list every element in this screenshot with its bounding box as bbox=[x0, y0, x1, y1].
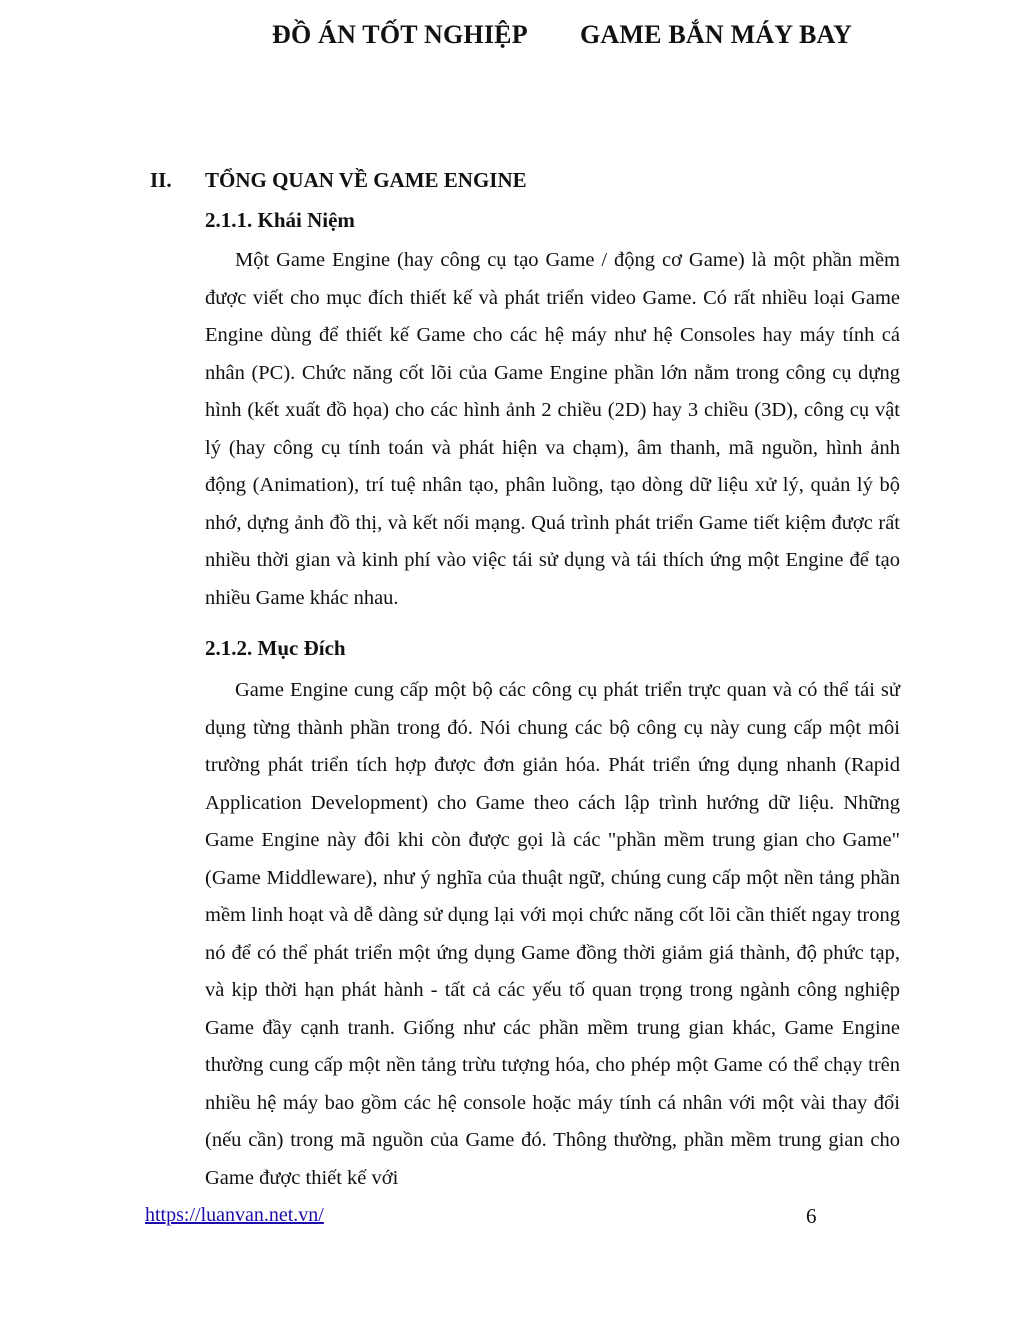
paragraph-purpose: Game Engine cung cấp một bộ các công cụ phát triển trực quan và có thể tái sử dụng từng thành phần trong đó. Nói chung các bộ công cụ này cung cấp một môi trường phát triển tích hợp được đơn giản hóa. Phát triển ứng dụng nhanh (Rapid Application Development) cho Game theo cách lập trình hướng dữ liệu. Những Game Engine này đôi khi còn được gọi là các "phần mềm trung gian cho Game" (Game Middleware), như ý nghĩa của thuật ngữ, chúng cung cấp một nền tảng phần mềm linh hoạt và dễ dàng sử dụng lại với mọi chức năng cốt lõi cần thiết ngay trong nó để có thể phát triển một ứng dụng Game đồng thời giảm giá thành, độ phức tạp, và kịp thời hạn phát hành - tất cả các yếu tố quan trọng trong ngành công nghiệp Game đầy cạnh tranh. Giống như các phần mềm trung gian khác, Game Engine thường cung cấp một nền tảng trừu tượng hóa, cho phép một Game có thể chạy trên nhiều hệ máy bao gồm các hệ console hoặc máy tính cá nhân với một vài thay đổi (nếu cần) trong mã nguồn của Game đó. Thông thường, phần mềm trung gian cho Game được thiết kế với bbox=[205, 679, 900, 1189]
section-number: II. bbox=[150, 168, 172, 192]
paragraph-concept: Một Game Engine (hay công cụ tạo Game / động cơ Game) là một phần mềm được viết cho mục đích thiết kế và phát triển video Game. Có rất nhiều loại Game Engine dùng để thiết kế Game cho các hệ máy như hệ Consoles hay máy tính cá nhân (PC). Chức năng cốt lõi của Game Engine phần lớn nằm trong công cụ dựng hình (kết xuất đồ họa) cho các hình ảnh 2 chiều (2D) hay 3 chiều (3D), công cụ vật lý (hay công cụ tính toán và phát hiện va chạm), âm thanh, mã nguồn, hình ảnh động (Animation), trí tuệ nhân tạo, phân luồng, tạo dòng dữ liệu xử lý, quản lý bộ nhớ, dựng ảnh đồ thị, và kết nối mạng. Quá trình phát triển Game tiết kiệm được rất nhiều thời gian và kinh phí vào việc tái sử dụng và tái thích ứng một Engine để tạo nhiều Game khác nhau. bbox=[205, 249, 900, 609]
project-title: GAME BẮN MÁY BAY bbox=[580, 20, 853, 49]
page-footer bbox=[0, 1204, 1024, 1234]
section-heading bbox=[150, 168, 527, 193]
subsection-heading-purpose: 2.1.2. Mục Đích bbox=[205, 636, 346, 660]
page-header bbox=[0, 20, 1024, 56]
subsection-heading-concept: 2.1.1. Khái Niệm bbox=[205, 208, 355, 232]
section-title: TỔNG QUAN VỀ GAME ENGINE bbox=[205, 168, 527, 192]
document-title: ĐỒ ÁN TỐT NGHIỆP bbox=[272, 20, 528, 49]
page-number: 6 bbox=[806, 1204, 817, 1228]
footer-link[interactable]: https://luanvan.net.vn/ bbox=[145, 1204, 324, 1226]
